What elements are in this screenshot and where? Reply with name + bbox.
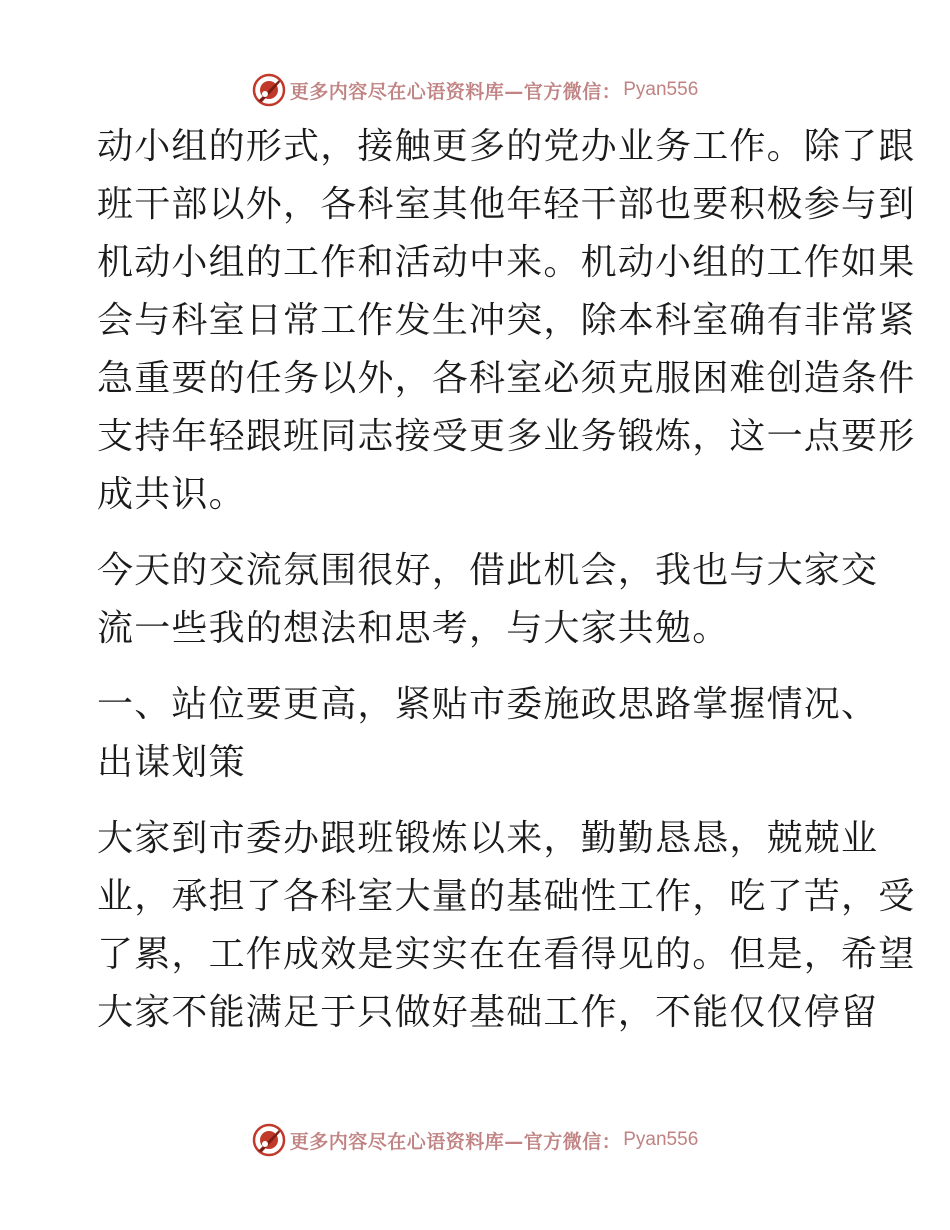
header-watermark-banner (0, 70, 950, 110)
section-heading-1 (97, 676, 879, 792)
footer-watermark-text: 更多内容尽在心语资料库—官方微信： (289, 1130, 622, 1153)
text-line: 了累，工作成效是实实在在看得见的。但是，希望 (97, 934, 916, 975)
text-line: 出谋划策 (97, 742, 246, 783)
text-line: 大家不能满足于只做好基础工作，不能仅仅停留 (97, 992, 879, 1033)
text-line: 支持年轻跟班同志接受更多业务锻炼，这一点要形 (97, 416, 916, 457)
text-line: 今天的交流氛围很好，借此机会，我也与大家交 (97, 550, 879, 591)
text-line: 动小组的形式，接触更多的党办业务工作。除了跟 (97, 126, 916, 167)
document-body (97, 118, 916, 1042)
text-line: 一、站位要更高，紧贴市委施政思路掌握情况、 (97, 684, 879, 725)
text-line: 大家到市委办跟班锻炼以来，勤勤恳恳，兢兢业 (97, 818, 879, 859)
text-line: 会与科室日常工作发生冲突，除本科室确有非常紧 (97, 300, 916, 341)
paragraph-1 (97, 118, 916, 524)
brush-logo-icon (252, 73, 286, 107)
text-line: 成共识。 (97, 474, 246, 515)
header-watermark-text: 更多内容尽在心语资料库—官方微信： (289, 80, 622, 103)
brush-logo-icon (252, 1123, 286, 1157)
paragraph-3 (97, 810, 916, 1042)
text-line: 业，承担了各科室大量的基础性工作，吃了苦，受 (97, 876, 916, 917)
text-line: 流一些我的想法和思考，与大家共勉。 (97, 608, 730, 649)
text-line: 急重要的任务以外，各科室必须克服困难创造条件 (97, 358, 916, 399)
text-line: 班干部以外，各科室其他年轻干部也要积极参与到 (97, 184, 916, 225)
footer-watermark-id: Pyan556 (623, 1129, 699, 1150)
header-watermark-id: Pyan556 (623, 79, 699, 100)
text-line: 机动小组的工作和活动中来。机动小组的工作如果 (97, 242, 916, 283)
footer-watermark-banner (0, 1120, 950, 1160)
paragraph-2 (97, 542, 879, 658)
